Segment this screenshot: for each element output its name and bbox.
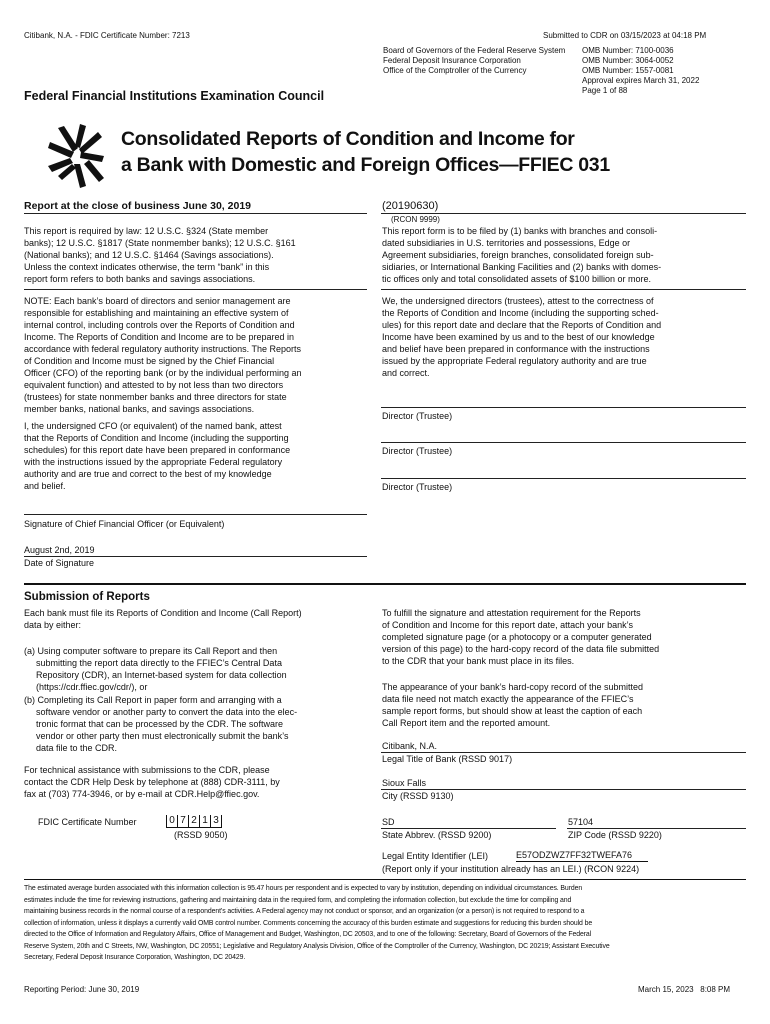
divider	[381, 289, 746, 290]
agency-line: Federal Deposit Insurance Corporation	[383, 56, 521, 65]
text-line: collection of information, unless it displays a currently valid OMB control number. Comments concerning the accuracy of this burden estimate and suggestions for reducing this burden should be	[24, 919, 593, 927]
form-title	[121, 126, 610, 178]
text-line: Secretary, Federal Deposit Insurance Corporation, Washington, DC 20429.	[24, 954, 246, 961]
text-line: and belief have been prepared in conformance with the instructions	[382, 344, 650, 354]
cfo-signature-label: Signature of Chief Financial Officer (or Equivalent)	[24, 519, 225, 529]
text-line: schedules) for this report date have been prepared in conformance	[24, 445, 291, 455]
text-line: directed to the Office of Information and Regulatory Affairs, Office of Management and Budget, Washington, DC 20503, and to one of the following: Secretary, Board of Governors of the Federal	[24, 931, 592, 938]
text-line: of Condition and Income must be signed by the Chief Financial	[24, 356, 275, 366]
submission-intro	[24, 607, 369, 631]
text-line: I, the undersigned CFO (or equivalent) of the named bank, attest	[24, 421, 282, 431]
omb-line: OMB Number: 3064-0052	[582, 56, 674, 65]
zip-value: 57104	[568, 817, 594, 827]
director-label: Director (Trustee)	[382, 482, 453, 492]
text-line: that the Reports of Condition and Income (including the supporting	[24, 433, 289, 443]
fulfill-requirement-text	[382, 607, 747, 667]
text-line: submitting the report data directly to the FFIEC’s Central Data	[36, 658, 282, 668]
omb-line: Approval expires March 31, 2022	[582, 76, 700, 85]
note-text	[24, 295, 369, 415]
zip-label: ZIP Code (RSSD 9220)	[568, 830, 662, 840]
text-line: The estimated average burden associated with this information collection is 95.47 hours per respondent and is expected to vary by institution, depending on individual circumstances. Burden	[24, 885, 583, 892]
omb-line: Page 1 of 88	[582, 86, 628, 95]
city-label: City (RSSD 9130)	[382, 791, 454, 801]
director-label: Director (Trustee)	[382, 446, 453, 456]
text-line: authority and are true and correct to the best of my knowledge	[24, 469, 272, 479]
text-line: For technical assistance with submissions to the CDR, please	[24, 765, 270, 775]
filing-scope-text	[382, 225, 747, 285]
text-line: accordance with federal regulatory authority instructions. The Reports	[24, 344, 301, 354]
text-line: Reserve System, 20th and C Streets, NW, Washington, DC 20551; Legislative and Regulatory Analysis Division, Office of the Comptroller of the Currency, Washington, DC 20219; Assistant Executive	[24, 942, 610, 950]
title-line: Consolidated Reports of Condition and Income for	[121, 128, 575, 150]
text-line: completed signature page (or a photocopy or a computer generated	[382, 632, 652, 642]
header-right: Submitted to CDR on 03/15/2023 at 04:18 PM	[543, 31, 707, 40]
lei-note: (Report only if your institution already has an LEI.) (RCON 9224)	[382, 864, 640, 874]
text-line: dated subsidiaries in U.S. territories and possessions, Edge or	[382, 238, 631, 248]
text-line: (a) Using computer software to prepare its Call Report and then	[24, 646, 278, 656]
text-line: (https://cdr.ffiec.gov/cdr/), or	[36, 682, 148, 692]
cert-digit: 3	[211, 815, 222, 827]
rcon-date-value: (20190630)	[382, 200, 439, 212]
ffiec-logo-icon	[40, 118, 112, 190]
text-line: contact the CDR Help Desk by telephone at (888) CDR-3111, by	[24, 777, 280, 787]
text-line: data by either:	[24, 620, 82, 630]
report-close-date: Report at the close of business June 30, 2019	[24, 200, 251, 212]
title-line: a Bank with Domestic and Foreign Offices—FFIEC 031	[121, 154, 610, 176]
director-signature-line[interactable]	[381, 442, 746, 443]
lei-label: Legal Entity Identifier (LEI)	[382, 851, 489, 861]
text-line: fax at (703) 774-3946, or by e-mail at CDR.Help@ffiec.gov.	[24, 789, 260, 799]
text-line: to the CDR that your bank must place in its files.	[382, 656, 575, 666]
text-line: Income. The Reports of Condition and Income are to be prepared in	[24, 332, 294, 342]
text-line: (b) Completing its Call Report in paper form and arranging with a	[24, 695, 282, 705]
text-line: tic offices only and total consolidated assets of $100 billion or more.	[382, 274, 651, 284]
text-line: Call Report item and the reported amount.	[382, 718, 551, 728]
text-line: (National banks); and 12 U.S.C. §1464 (Savings associations).	[24, 250, 274, 260]
text-line: issued by the appropriate Federal regulatory authority and are true	[382, 356, 647, 366]
text-line: estimates include the time for reviewing instructions, gathering and maintaining data in the required form, and completing the information collection, but exclude the time for compiling and	[24, 896, 572, 904]
rcon-9999-label: (RCON 9999)	[391, 215, 440, 224]
rssd-9050-label: (RSSD 9050)	[174, 830, 228, 840]
city-value: Sioux Falls	[382, 778, 427, 788]
bank-name-label: Legal Title of Bank (RSSD 9017)	[382, 754, 513, 764]
cert-digit: 0	[167, 815, 178, 827]
text-line: report form refers to both banks and savings associations.	[24, 274, 256, 284]
appearance-text	[382, 681, 747, 729]
text-line: ules) for this report date and declare that the Reports of Condition and	[382, 320, 662, 330]
section-rule	[24, 583, 746, 585]
text-line: NOTE: Each bank’s board of directors and senior management are	[24, 296, 291, 306]
text-line: of Condition and Income for this report date, attach your bank’s	[382, 620, 633, 630]
footer-timestamp: March 15, 2023 8:08 PM	[638, 985, 731, 994]
director-signature-line[interactable]	[381, 407, 746, 408]
text-line: This report is required by law: 12 U.S.C. §324 (State member	[24, 226, 269, 236]
cert-digit: 7	[178, 815, 189, 827]
text-line: Each bank must file its Reports of Condition and Income (Call Report)	[24, 608, 302, 618]
text-line: sample report forms, but should show at least the caption of each	[382, 706, 643, 716]
state-value: SD	[382, 817, 395, 827]
text-line: software vendor or another party to convert the data into the elec-	[36, 707, 298, 717]
signature-date-label: Date of Signature	[24, 558, 95, 568]
technical-assistance-text	[24, 764, 369, 800]
text-line: and correct.	[382, 368, 430, 378]
omb-line: OMB Number: 7100-0036	[582, 46, 674, 55]
director-label: Director (Trustee)	[382, 411, 453, 421]
text-line: and belief.	[24, 481, 66, 491]
text-line: To fulfill the signature and attestation requirement for the Reports	[382, 608, 641, 618]
text-line: data file need not match exactly the appearance of the FFIEC’s	[382, 694, 634, 704]
text-line: responsible for establishing and maintaining an effective system of	[24, 308, 289, 318]
cfo-signature-line[interactable]	[24, 514, 367, 515]
fdic-cert-label: FDIC Certificate Number	[38, 817, 137, 827]
divider	[381, 213, 746, 214]
text-line: sidiaries, or International Banking Facilities and (2) banks with domes-	[382, 262, 662, 272]
cert-digit: 1	[200, 815, 211, 827]
text-line: Income have been examined by us and to the best of our knowledge	[382, 332, 655, 342]
text-line: Repository (CDR), an Internet-based system for data collection	[36, 670, 287, 680]
submission-heading: Submission of Reports	[24, 591, 150, 603]
text-line: Officer (CFO) of the reporting bank (or by the individual performing an	[24, 368, 302, 378]
state-label: State Abbrev. (RSSD 9200)	[382, 830, 492, 840]
text-line: data file to the CDR.	[36, 743, 118, 753]
text-line: version of this page) to the hard-copy record of the data file submitted	[382, 644, 660, 654]
omb-line: OMB Number: 1557-0081	[582, 66, 674, 75]
text-line: Agreement subsidiaries, foreign branches, consolidated foreign sub-	[382, 250, 654, 260]
lei-value: E57ODZWZ7FF32TWEFA76	[516, 849, 648, 862]
agency-line: Office of the Comptroller of the Currency	[383, 66, 527, 75]
agency-list	[383, 46, 583, 76]
header-left: Citibank, N.A. - FDIC Certificate Number: 7213	[24, 31, 190, 40]
text-line: We, the undersigned directors (trustees), attest to the correctness of	[382, 296, 654, 306]
cfo-attestation-text	[24, 420, 369, 492]
text-line: vendor or other party then must electronically submit the bank’s	[36, 731, 289, 741]
text-line: (trustees) for state nonmember banks and three directors for state	[24, 392, 287, 402]
option-b-text	[24, 694, 369, 754]
cert-digit: 2	[189, 815, 200, 827]
omb-list	[582, 46, 762, 96]
option-a-text	[24, 645, 369, 693]
text-line: maintaining business records in the normal course of a respondent’s activities. A Federal agency may not conduct or sponsor, and an organization (or a person) is not required to respond to a	[24, 908, 585, 915]
divider	[24, 213, 367, 214]
fdic-cert-digit-boxes	[166, 815, 222, 828]
agency-line: Board of Governors of the Federal Reserve System	[383, 46, 566, 55]
text-line: banks); 12 U.S.C. §1817 (State nonmember banks); 12 U.S.C. §161	[24, 238, 296, 248]
council-name: Federal Financial Institutions Examination Council	[24, 89, 325, 103]
director-signature-line[interactable]	[381, 478, 746, 479]
text-line: member banks, national banks, and savings associations.	[24, 404, 255, 414]
text-line: with the instructions issued by the appropriate Federal regulatory	[24, 457, 283, 467]
text-line: tronic format that can be processed by the CDR. The software	[36, 719, 283, 729]
directors-attestation-text	[382, 295, 747, 379]
text-line: The appearance of your bank’s hard-copy record of the submitted	[382, 682, 643, 692]
signature-date-value: August 2nd, 2019	[24, 545, 95, 555]
text-line: the Reports of Condition and Income (including the supporting sched-	[382, 308, 659, 318]
text-line: internal control, including controls over the Reports of Condition and	[24, 320, 295, 330]
section-rule	[24, 879, 746, 880]
footer-reporting-period: Reporting Period: June 30, 2019	[24, 985, 140, 994]
text-line: Unless the context indicates otherwise, the term “bank” in this	[24, 262, 270, 272]
divider	[24, 289, 367, 290]
bank-name-value: Citibank, N.A.	[382, 741, 438, 751]
burden-statement	[24, 883, 752, 964]
law-requirement-text	[24, 225, 369, 285]
text-line: equivalent function) and attested to by not less than two directors	[24, 380, 284, 390]
text-line: This report form is to be filed by (1) banks with branches and consoli-	[382, 226, 658, 236]
